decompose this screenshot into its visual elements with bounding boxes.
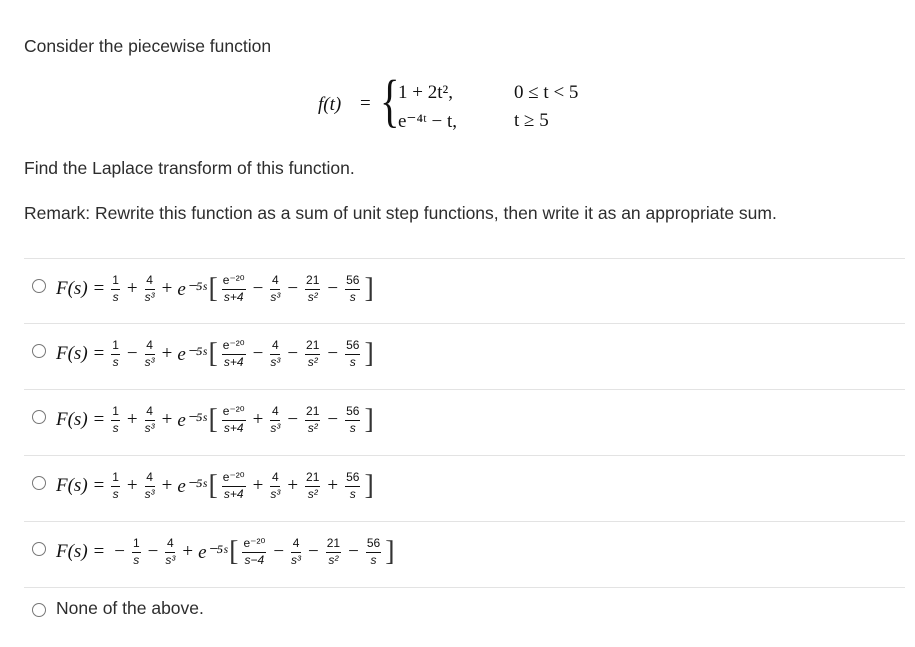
denominator: s³ — [270, 289, 281, 304]
fraction — [345, 471, 360, 500]
option-divider — [24, 323, 905, 324]
operator: − — [348, 541, 359, 562]
exponential-term: e⁻⁵ˢ — [198, 541, 228, 563]
fraction — [222, 471, 246, 500]
numerator: 1 — [112, 338, 119, 353]
option-4-radio[interactable] — [32, 476, 46, 490]
function-name: f(t) — [318, 94, 342, 115]
numerator: 1 — [112, 470, 119, 485]
fraction — [111, 405, 120, 434]
denominator: s — [112, 420, 119, 435]
left-brace: { — [380, 68, 400, 133]
operator: − — [126, 343, 138, 364]
option-5-formula[interactable] — [56, 529, 397, 575]
denominator: s — [349, 289, 356, 304]
numerator: 56 — [366, 536, 381, 551]
operator: − — [252, 278, 264, 299]
fraction — [305, 471, 320, 500]
option-none-radio[interactable] — [32, 603, 46, 617]
left-bracket: [ — [208, 273, 218, 304]
operator: + — [252, 409, 264, 430]
fraction — [145, 339, 155, 368]
operator: − — [114, 541, 125, 562]
numerator: 4 — [271, 470, 279, 485]
option-divider — [24, 389, 905, 390]
operator: − — [287, 278, 299, 299]
denominator: s³ — [165, 552, 176, 567]
equals-sign: = — [360, 93, 371, 114]
fraction — [270, 274, 280, 303]
fraction — [366, 537, 381, 566]
numerator: e⁻²⁰ — [222, 470, 245, 485]
numerator: 21 — [326, 536, 341, 551]
denominator: s² — [307, 420, 318, 435]
fraction — [305, 274, 320, 303]
denominator: s³ — [291, 552, 302, 567]
formula-lead: F(s) = — [56, 409, 106, 430]
fraction — [270, 471, 280, 500]
fraction — [145, 471, 155, 500]
operator: − — [327, 343, 339, 364]
numerator: 4 — [271, 338, 279, 353]
operator: − — [147, 541, 159, 562]
numerator: 1 — [112, 273, 119, 288]
exponential-term: e⁻⁵ˢ — [177, 475, 207, 497]
operator: − — [273, 541, 285, 562]
operator: + — [161, 475, 173, 496]
operator: + — [327, 475, 339, 496]
operator: − — [327, 409, 339, 430]
option-1-formula[interactable] — [56, 266, 376, 312]
denominator: s³ — [270, 486, 281, 501]
operator: + — [161, 409, 173, 430]
operator: − — [252, 343, 264, 364]
operator: + — [182, 541, 194, 562]
option-3-radio[interactable] — [32, 410, 46, 424]
denominator: s+4 — [223, 420, 244, 435]
denominator: s³ — [270, 354, 281, 369]
piece-1-condition: 0 ≤ t < 5 — [514, 82, 579, 103]
numerator: 4 — [167, 536, 174, 551]
denominator: s+4 — [223, 354, 244, 369]
fraction — [145, 274, 155, 303]
operator: + — [126, 278, 138, 299]
denominator: s — [349, 420, 356, 435]
option-divider — [24, 521, 905, 522]
numerator: e⁻²⁰ — [222, 273, 245, 288]
operator: − — [287, 343, 299, 364]
operator: − — [308, 541, 319, 562]
fraction — [270, 405, 280, 434]
numerator: 21 — [306, 404, 320, 419]
fraction — [326, 537, 341, 566]
fraction — [111, 274, 120, 303]
right-bracket: ] — [364, 404, 374, 435]
fraction — [145, 405, 155, 434]
numerator: 4 — [146, 338, 153, 353]
denominator: s — [349, 486, 356, 501]
denominator: s³ — [270, 420, 281, 435]
denominator: s — [112, 486, 119, 501]
numerator: 56 — [346, 404, 360, 419]
fraction — [345, 274, 360, 303]
operator: + — [161, 343, 173, 364]
numerator: 1 — [132, 536, 140, 551]
fraction — [132, 537, 141, 566]
numerator: 21 — [306, 338, 320, 353]
exponential-term: e⁻⁵ˢ — [177, 278, 207, 300]
denominator: s — [112, 354, 119, 369]
operator: + — [126, 409, 138, 430]
fraction — [345, 405, 360, 434]
operator: + — [126, 475, 138, 496]
option-divider — [24, 258, 905, 259]
fraction — [242, 537, 266, 566]
piece-1-expression: 1 + 2t², — [398, 82, 453, 103]
formula-lead: F(s) = — [56, 541, 106, 562]
option-none-label[interactable]: None of the above. — [56, 598, 204, 618]
operator: + — [287, 475, 299, 496]
fraction — [305, 405, 320, 434]
question-remark: Remark: Rewrite this function as a sum of unit step functions, then write it as an appropriate sum. — [24, 203, 777, 223]
left-bracket: [ — [208, 470, 218, 501]
exponential-term: e⁻⁵ˢ — [177, 343, 207, 365]
option-4-formula[interactable] — [56, 463, 376, 509]
numerator: 4 — [146, 470, 153, 485]
right-bracket: ] — [364, 338, 374, 369]
operator: − — [327, 278, 339, 299]
denominator: s+4 — [223, 289, 244, 304]
fraction — [222, 274, 246, 303]
denominator: s — [370, 552, 377, 567]
exponential-term: e⁻⁵ˢ — [177, 409, 207, 431]
numerator: e⁻²⁰ — [222, 404, 245, 419]
fraction — [305, 339, 320, 368]
formula-lead: F(s) = — [56, 475, 106, 496]
option-2-formula[interactable] — [56, 331, 376, 377]
numerator: 1 — [112, 404, 119, 419]
option-3-formula[interactable] — [56, 397, 376, 443]
denominator: s² — [307, 354, 318, 369]
fraction — [111, 339, 120, 368]
denominator: s−4 — [244, 552, 265, 567]
question-instruction: Find the Laplace transform of this function. — [24, 158, 355, 178]
right-bracket: ] — [364, 470, 374, 501]
fraction — [345, 339, 360, 368]
piece-2-condition: t ≥ 5 — [514, 110, 549, 131]
denominator: s³ — [144, 289, 155, 304]
operator: + — [161, 278, 173, 299]
question-intro: Consider the piecewise function — [24, 36, 272, 56]
numerator: 21 — [306, 273, 320, 288]
fraction — [222, 405, 246, 434]
numerator: 21 — [306, 470, 320, 485]
denominator: s³ — [144, 354, 155, 369]
piece-2-expression: e⁻⁴ᵗ − t, — [398, 111, 457, 132]
denominator: s+4 — [223, 486, 244, 501]
formula-lead: F(s) = — [56, 278, 106, 299]
fraction — [165, 537, 175, 566]
numerator: e⁻²⁰ — [222, 338, 245, 353]
right-bracket: ] — [364, 273, 374, 304]
fraction — [270, 339, 280, 368]
left-bracket: [ — [208, 404, 218, 435]
numerator: 56 — [346, 273, 360, 288]
left-bracket: [ — [229, 536, 239, 567]
denominator: s³ — [144, 486, 155, 501]
numerator: e⁻²⁰ — [243, 536, 266, 551]
numerator: 4 — [146, 404, 153, 419]
numerator: 4 — [271, 404, 279, 419]
denominator: s² — [328, 552, 339, 567]
option-2-radio[interactable] — [32, 344, 46, 358]
numerator: 4 — [292, 536, 300, 551]
operator: + — [252, 475, 264, 496]
fraction — [291, 537, 301, 566]
denominator: s³ — [144, 420, 155, 435]
fraction — [111, 471, 120, 500]
numerator: 4 — [271, 273, 279, 288]
numerator: 56 — [346, 470, 360, 485]
numerator: 56 — [346, 338, 360, 353]
option-1-radio[interactable] — [32, 279, 46, 293]
operator: − — [287, 409, 299, 430]
left-bracket: [ — [208, 338, 218, 369]
option-divider — [24, 587, 905, 588]
fraction — [222, 339, 246, 368]
right-bracket: ] — [385, 536, 395, 567]
numerator: 4 — [146, 273, 153, 288]
formula-lead: F(s) = — [56, 343, 106, 364]
option-divider — [24, 455, 905, 456]
denominator: s — [133, 552, 140, 567]
denominator: s² — [307, 486, 318, 501]
option-5-radio[interactable] — [32, 542, 46, 556]
denominator: s — [349, 354, 356, 369]
denominator: s — [112, 289, 119, 304]
denominator: s² — [307, 289, 318, 304]
